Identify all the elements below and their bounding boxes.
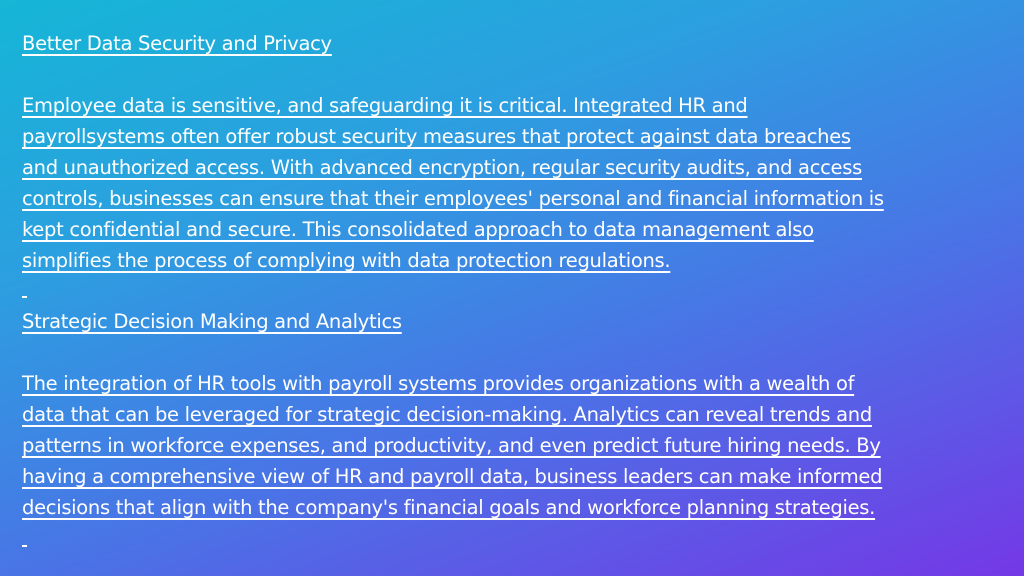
paragraph-line[interactable]: and unauthorized access. With advanced encryption, regular security audits, and access <box>22 156 862 179</box>
underline-dash-end <box>22 545 27 547</box>
paragraph-strategic-decisions <box>22 368 882 523</box>
paragraph-line[interactable]: controls, businesses can ensure that their employees' personal and financial information is <box>22 187 884 210</box>
heading-data-security[interactable]: Better Data Security and Privacy <box>22 32 332 55</box>
underline-dash-separator <box>22 296 27 298</box>
paragraph-line[interactable]: simplifies the process of complying with data protection regulations. <box>22 249 671 272</box>
paragraph-data-security <box>22 90 1010 276</box>
paragraph-line[interactable]: data that can be leveraged for strategic decision-making. Analytics can reveal trends and <box>22 403 872 426</box>
paragraph-line[interactable]: payrollsystems often offer robust security measures that protect against data breaches <box>22 125 851 148</box>
paragraph-line[interactable]: having a comprehensive view of HR and payroll data, business leaders can make informed <box>22 465 883 488</box>
paragraph-line[interactable]: decisions that align with the company's financial goals and workforce planning strategies. <box>22 496 876 519</box>
paragraph-line[interactable]: patterns in workforce expenses, and productivity, and even predict future hiring needs. By <box>22 434 881 457</box>
paragraph-line[interactable]: The integration of HR tools with payroll systems provides organizations with a wealth of <box>22 372 855 395</box>
section-strategic-decisions <box>22 306 882 523</box>
paragraph-line[interactable]: kept confidential and secure. This consolidated approach to data management also <box>22 218 814 241</box>
heading-strategic-decisions[interactable]: Strategic Decision Making and Analytics <box>22 310 402 333</box>
section-data-security <box>22 28 1010 276</box>
paragraph-line[interactable]: Employee data is sensitive, and safeguarding it is critical. Integrated HR and <box>22 94 748 117</box>
